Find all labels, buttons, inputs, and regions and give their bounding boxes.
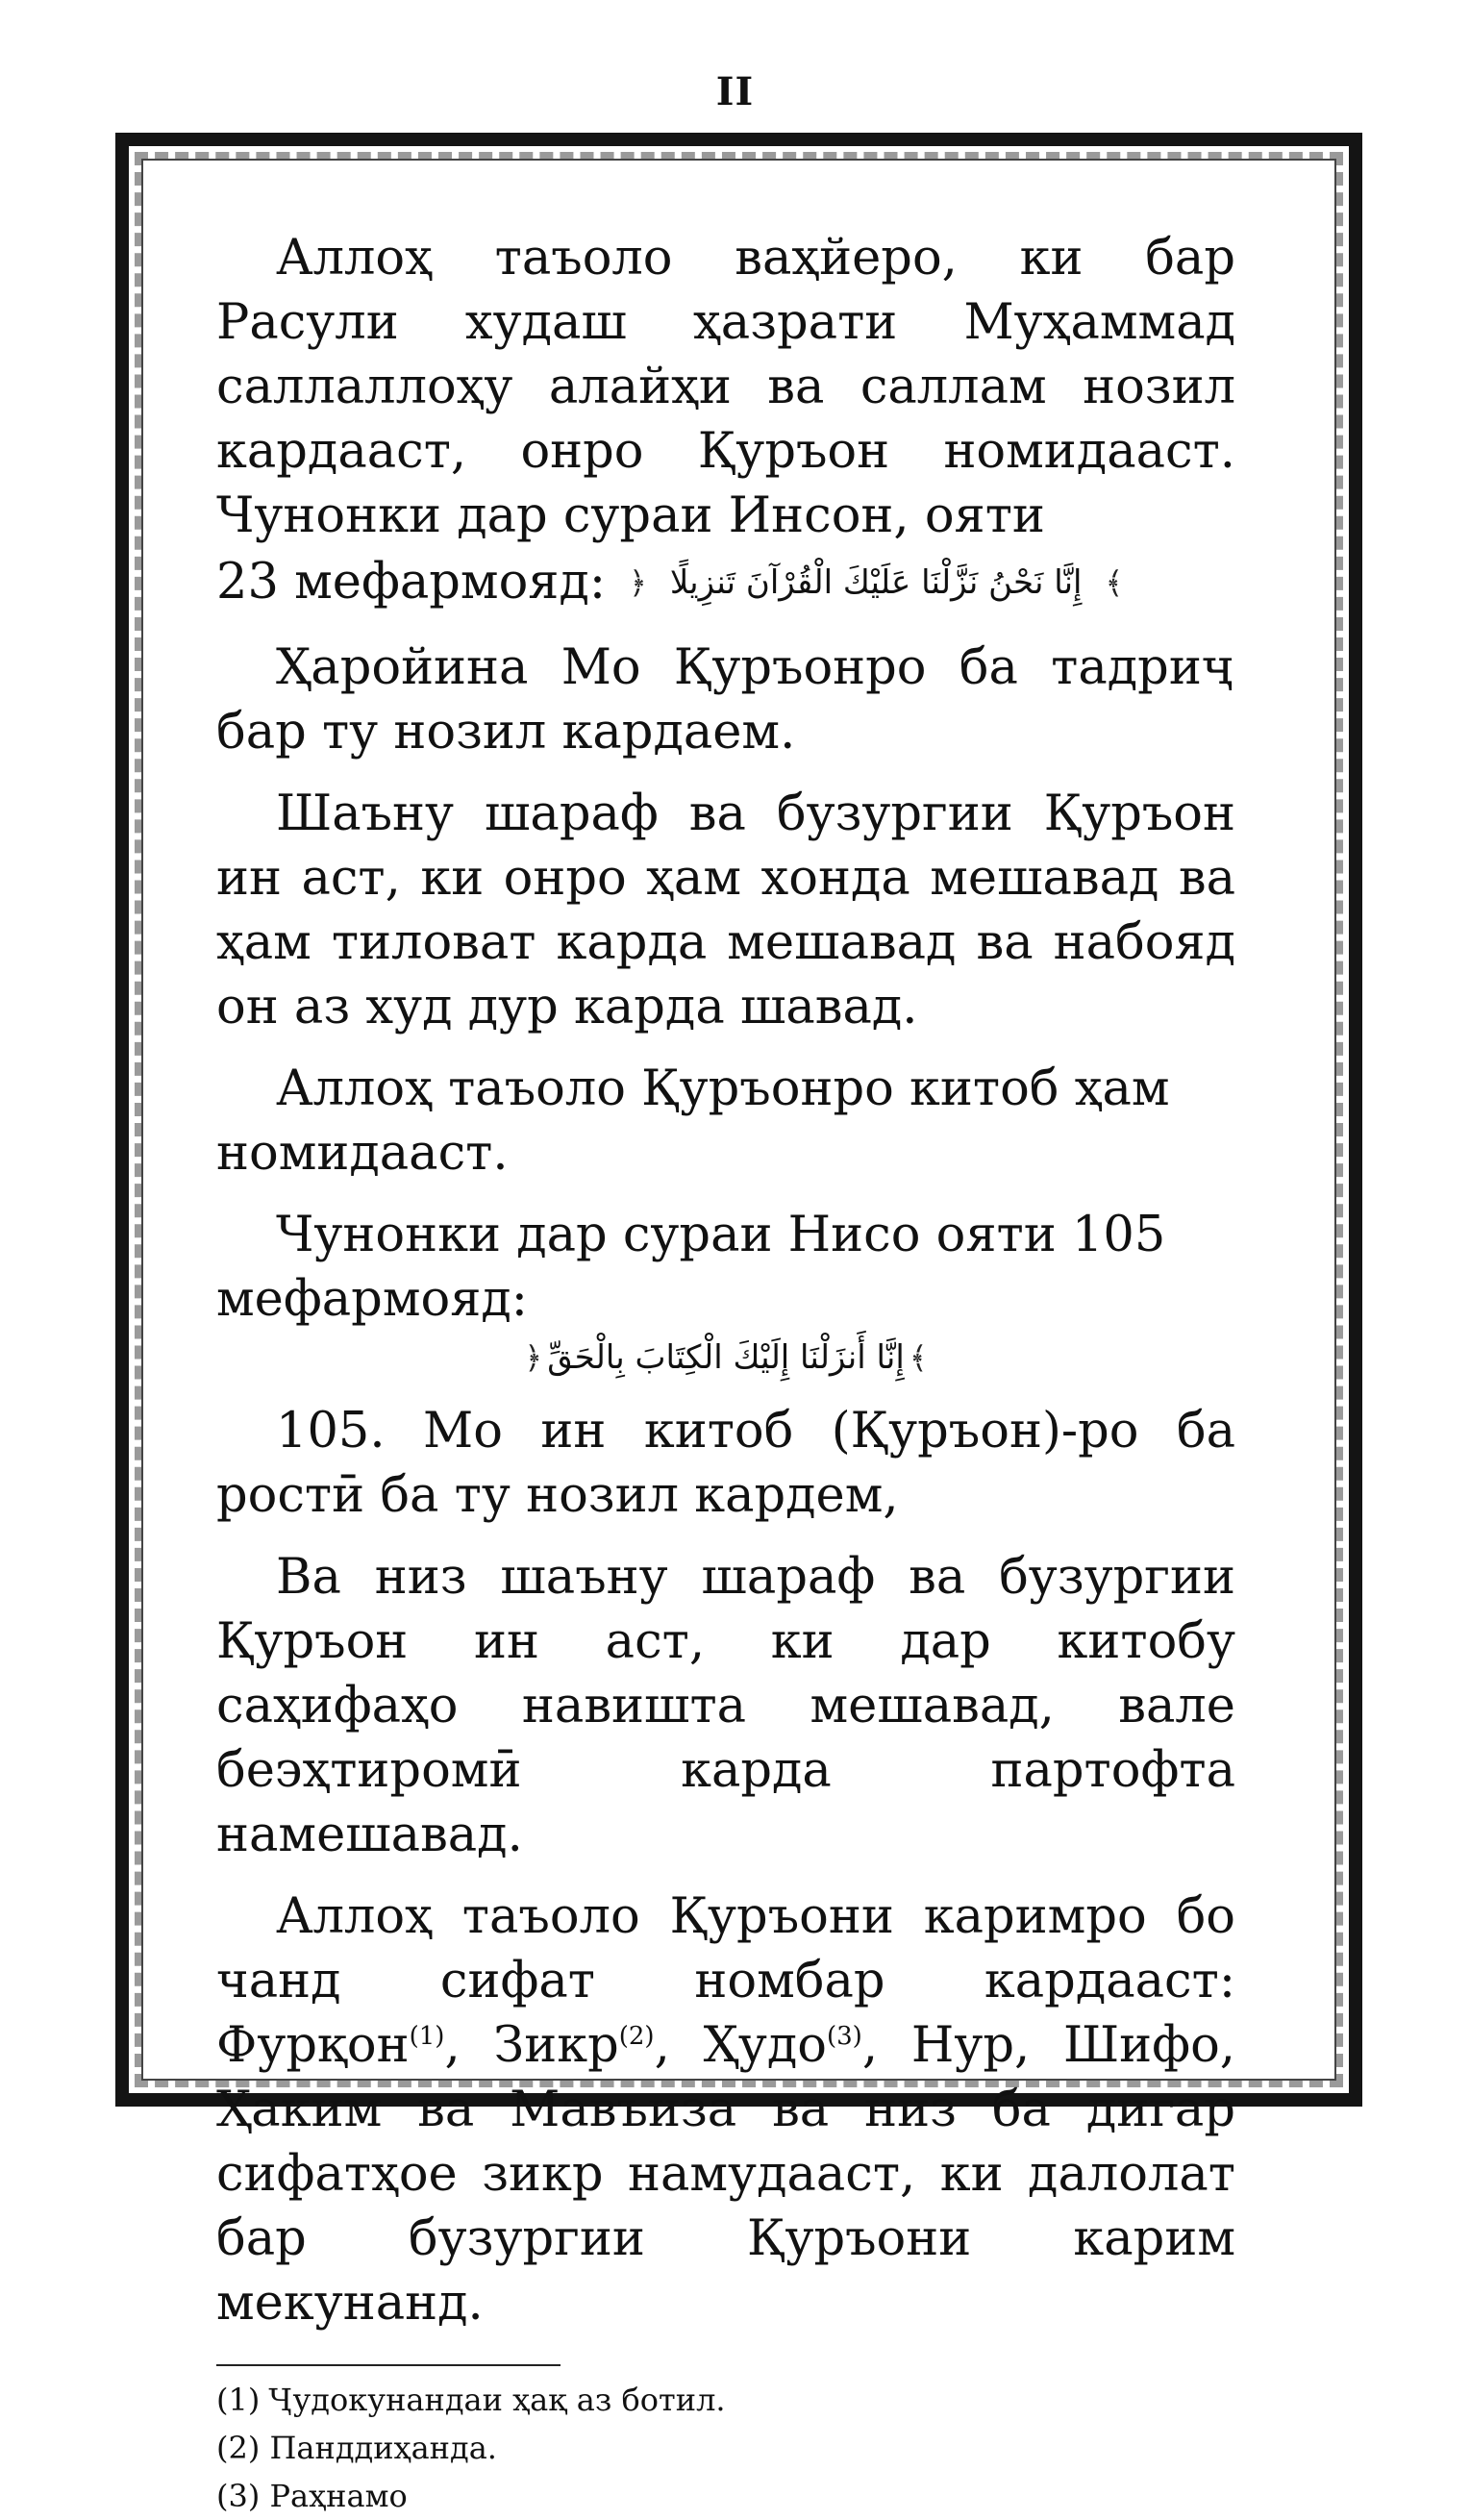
ayah-line-niso <box>216 1334 1235 1382</box>
footnote-ref-2: (2) <box>618 2022 655 2051</box>
paragraph-8-text-b: , Зикр <box>444 2017 619 2074</box>
footnote-ref-3: (3) <box>827 2022 862 2051</box>
ayah-line-insan <box>216 550 1235 614</box>
paragraph-7: Ва низ шаъну шараф ва бузургии Қуръон ин аст, ки дар китобу саҳифаҳо навишта мешавад, вале беэҳтиромӣ карда партофта намешавад. <box>216 1549 1235 1863</box>
paragraph-6: 105. Мо ин китоб (Қуръон)-ро ба ростӣ ба ту нозил кардем, <box>216 1403 1235 1524</box>
paragraph-1: Аллоҳ таъоло ваҳйеро, ки бар Расули худаш ҳазрати Муҳаммад саллаллоҳу алайҳи ва саллам нозил кардааст, онро Қуръон номидааст. Чунонки дар сураи Инсон, ояти <box>216 230 1235 544</box>
arabic-verse-insan-23: إِنَّا نَحْنُ نَزَّلْنَا عَلَيْكَ الْقُرْآنَ تَنزِيلًا <box>669 562 1083 602</box>
paragraph-3: Шаъну шараф ва бузургии Қуръон ин аст, ки онро ҳам хонда мешавад ва ҳам тиловат карда мешавад ва набояд он аз худ дур карда шавад. <box>216 786 1235 1035</box>
ornamental-bracket-right: ﴿ <box>524 1339 543 1376</box>
ayah-intro-text: 23 мефармояд: <box>216 554 607 611</box>
paragraph-8-text-a: Аллоҳ таъоло Қуръони каримро бо чанд сифат номбар кардааст: Фурқон <box>216 1888 1235 2074</box>
paragraph-2: Ҳаройина Мо Қуръонро ба тадриҷ бар ту нозил кардаем. <box>216 639 1235 761</box>
paragraph-8-text-c: , Ҳудо <box>654 2017 827 2074</box>
footnote-divider <box>216 2364 561 2366</box>
ornamental-bracket-left: ﴾ <box>1105 563 1124 601</box>
arabic-verse-niso-105: إِنَّا أَنزَلْنَا إِلَيْكَ الْكِتَابَ بِالْحَقِّ <box>547 1338 905 1377</box>
paragraph-4: Аллоҳ таъоло Қуръонро китоб ҳам номидааст. <box>216 1060 1170 1182</box>
footnote-ref-1: (1) <box>409 2022 445 2051</box>
paragraph-5: Чунонки дар сураи Нисо ояти 105 мефармояд: <box>216 1207 1166 1328</box>
footnote-1: (1) Ҷудокунандаи ҳақ аз ботил. <box>216 2382 726 2418</box>
ornamental-bracket-right: ﴿ <box>629 563 647 601</box>
page-number: II <box>715 69 755 114</box>
footnote-2: (2) Панддиҳанда. <box>216 2430 497 2466</box>
page-body <box>216 226 1235 2520</box>
paragraph-8-text-d: , Нур, Шифо, Ҳаким ва Мавъиза ва низ ба дигар сифатҳое зикр намудааст, ки далолат бар бузургии Қуръони карим мекунанд. <box>216 2017 1235 2332</box>
footnote-3: (3) Раҳнамо <box>216 2478 408 2514</box>
ornamental-bracket-left: ﴾ <box>909 1339 928 1376</box>
paragraph-8 <box>216 1884 1235 2335</box>
